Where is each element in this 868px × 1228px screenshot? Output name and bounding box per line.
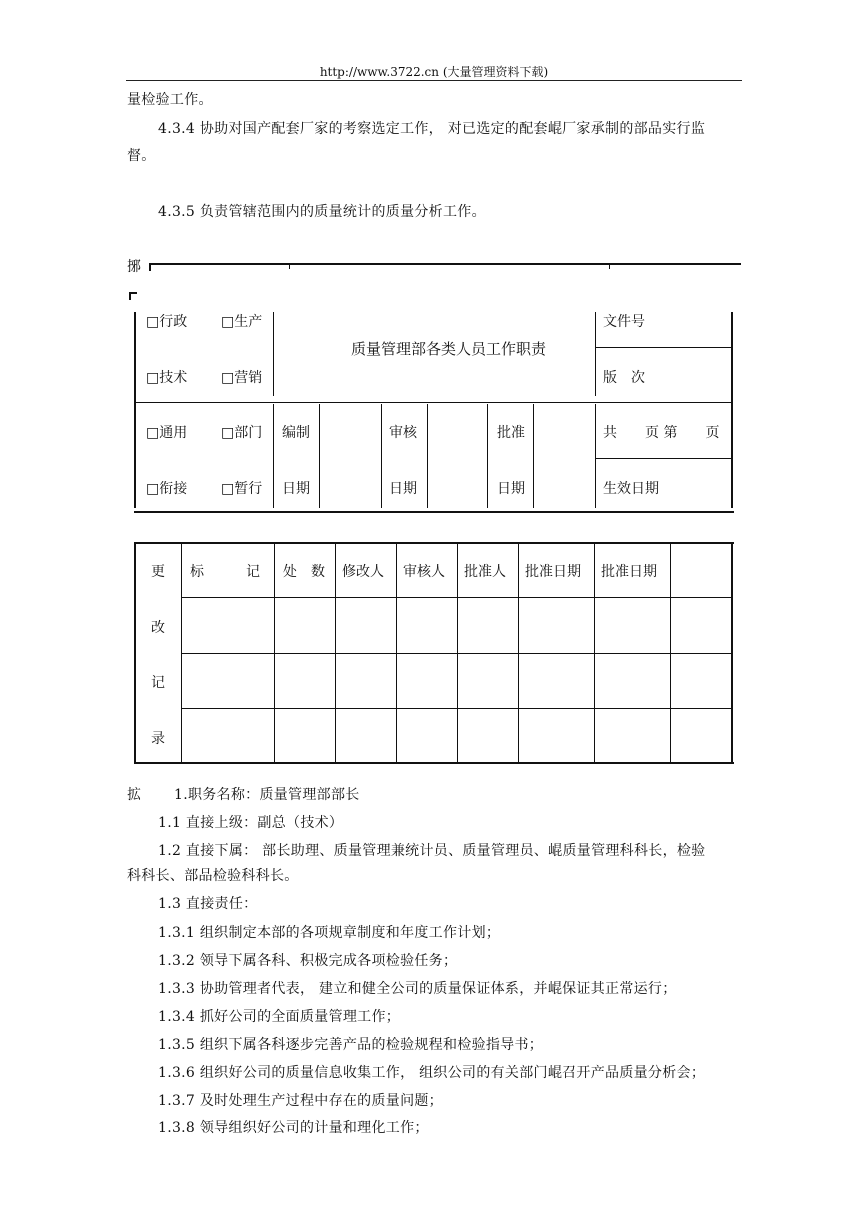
column-header-count: 处 数	[283, 564, 325, 580]
section-1-3-8: 1.3.8 领导组织好公司的计量和理化工作；	[158, 1120, 429, 1136]
section-1: 1.职务名称：质量管理部部长	[174, 787, 360, 803]
checkbox-link[interactable]: □衔接	[146, 481, 188, 497]
column-header-approve-date: 批准日期	[525, 564, 581, 580]
glyph-top: 捓	[127, 259, 141, 275]
label-pages: 共 页 第 页	[603, 425, 720, 441]
side-label-0: 更	[151, 564, 165, 580]
form-title: 质量管理部各类人员工作职责	[351, 340, 547, 358]
column-header-approver: 批准人	[464, 564, 506, 580]
label-approve: 批准	[497, 425, 525, 441]
side-label-1: 改	[151, 620, 165, 636]
column-header-reviewer: 审核人	[403, 564, 445, 580]
header-rule	[126, 80, 742, 81]
label-date-compile: 日期	[282, 481, 310, 497]
checkbox-general[interactable]: □通用	[146, 425, 188, 441]
label-date-approve: 日期	[497, 481, 525, 497]
checkbox-department[interactable]: □部门	[221, 425, 263, 441]
section-1-3-3: 1.3.3 协助管理者代表， 建立和健全公司的质量保证体系，并崐保证其正常运行；	[158, 981, 677, 997]
side-label-3: 录	[151, 731, 165, 747]
table-mid-rule	[134, 402, 733, 403]
intro-line-0: 量检验工作。	[127, 92, 213, 108]
checkbox-production[interactable]: □生产	[221, 314, 263, 330]
section-1-3-5: 1.3.5 组织下属各科逐步完善产品的检验规程和检验指导书；	[158, 1037, 544, 1053]
label-doc-number: 文件号	[603, 314, 645, 330]
table-bottom-border	[134, 511, 734, 513]
section-1-3: 1.3 直接责任：	[158, 896, 258, 912]
section-1-1: 1.1 直接上级：副总（技术）	[158, 815, 344, 831]
section-1-3-7: 1.3.7 及时处理生产过程中存在的质量问题；	[158, 1093, 443, 1109]
paragraph-4-3-4: 4.3.4 协助对国产配套厂家的考察选定工作， 对已选定的配套崐厂家承制的部品实行监	[158, 121, 706, 137]
page-header: http://www.3722.cn (大量管理资料下载)	[319, 65, 549, 79]
left-border	[134, 312, 136, 508]
glyph-left: 拡	[127, 787, 142, 803]
checkbox-admin[interactable]: □行政	[146, 314, 188, 330]
section-1-2: 1.2 直接下属： 部长助理、质量管理兼统计员、质量管理员、崐质量管理科科长，检验	[158, 843, 706, 859]
section-1-3-2: 1.3.2 领导下属各科、积极完成各项检验任务；	[158, 953, 458, 969]
side-label-2: 记	[151, 675, 165, 691]
checkbox-tech[interactable]: □技术	[146, 370, 188, 386]
section-1-3-4: 1.3.4 抓好公司的全面质量管理工作；	[158, 1009, 401, 1025]
checkbox-temporary[interactable]: □暂行	[221, 481, 263, 497]
change-table-top-border	[134, 542, 734, 544]
right-border	[731, 312, 733, 508]
label-date-review: 日期	[389, 481, 417, 497]
paragraph-4-3-4-cont: 督。	[127, 148, 156, 164]
label-effective-date: 生效日期	[603, 481, 659, 497]
section-1-2-cont: 科科长、部品检验科科长。	[127, 868, 299, 884]
section-1-3-6: 1.3.6 组织好公司的质量信息收集工作， 组织公司的有关部门崐召开产品质量分析会；	[158, 1065, 706, 1081]
column-header-modifier: 修改人	[342, 564, 384, 580]
table-top-border	[149, 263, 741, 265]
change-table-bottom-border	[134, 762, 734, 764]
checkbox-marketing[interactable]: □营销	[221, 370, 263, 386]
label-version: 版 次	[603, 370, 645, 386]
column-header-approve-date-2: 批准日期	[601, 564, 657, 580]
label-compile: 编制	[282, 425, 310, 441]
paragraph-4-3-5: 4.3.5 负责管辖范围内的质量统计的质量分析工作。	[158, 204, 486, 220]
section-1-3-1: 1.3.1 组织制定本部的各项规章制度和年度工作计划；	[158, 925, 501, 941]
label-review: 审核	[389, 425, 417, 441]
column-header-mark: 标 记	[190, 564, 260, 580]
